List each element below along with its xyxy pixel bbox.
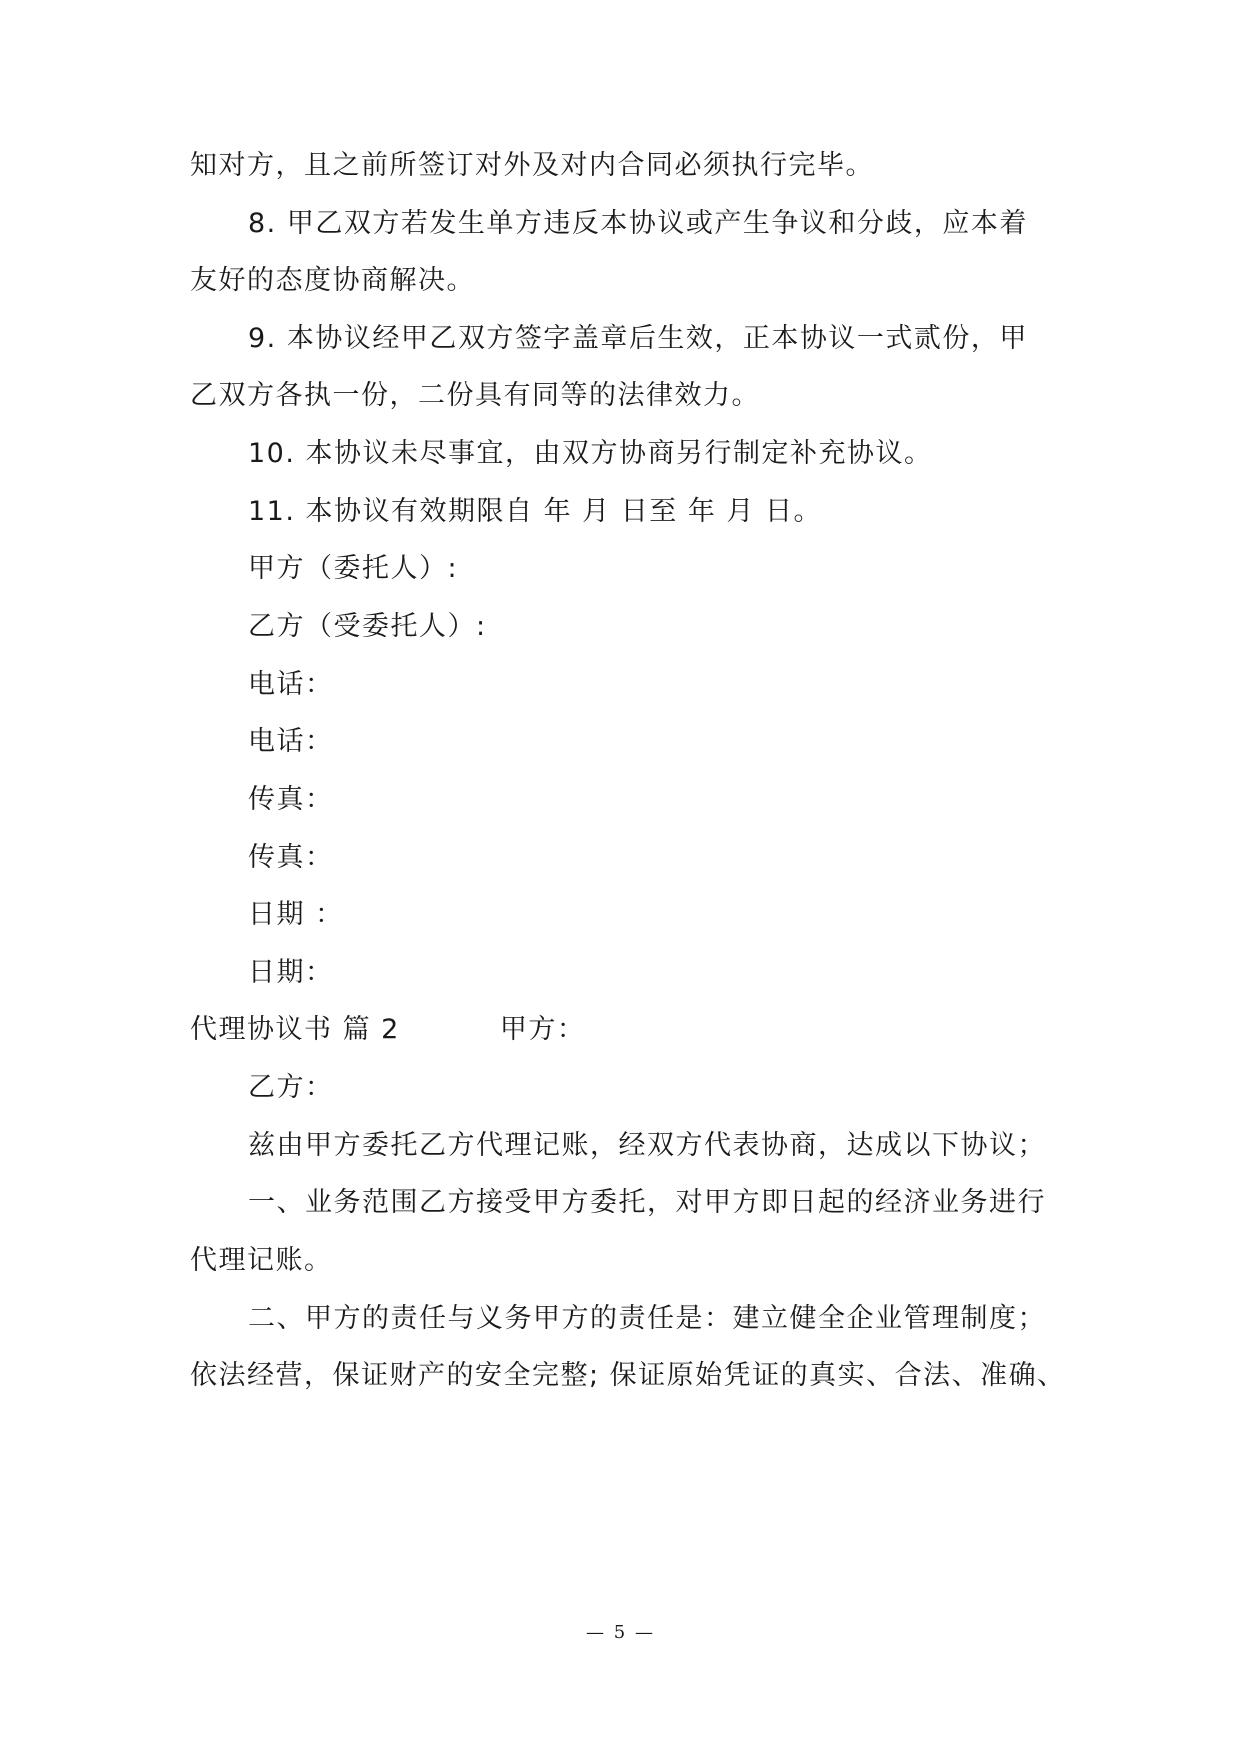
fax-label: 传真： <box>248 842 334 873</box>
paragraph-line: 知对方，且之前所签订对外及对内合同必须执行完毕。 <box>190 150 874 181</box>
clause-10-line: 10. 本协议未尽事宜，由双方协商另行制定补充协议。 <box>248 438 933 469</box>
party-b-label: 乙方： <box>248 1072 334 1103</box>
paragraph-line: 乙双方各执一份，二份具有同等的法律效力。 <box>190 380 760 411</box>
paragraph-line: 兹由甲方委托乙方代理记账，经双方代表协商，达成以下协议； <box>248 1130 1046 1161</box>
date-label: 日期 ： <box>248 899 344 930</box>
paragraph-line: 依法经营，保证财产的安全完整; 保证原始凭证的真实、合法、准确、 <box>190 1360 1066 1391</box>
party-b-label: 乙方（受委托人）: <box>248 611 487 642</box>
paragraph-line: 代理记账。 <box>190 1245 333 1276</box>
section-title: 代理协议书 篇 2 <box>190 1014 400 1045</box>
section-heading <box>190 1012 585 1048</box>
party-a-label: 甲方（委托人）: <box>248 553 459 584</box>
phone-label: 电话： <box>248 726 334 757</box>
paragraph-line: 一、业务范围乙方接受甲方委托，对甲方即日起的经济业务进行 <box>248 1187 1046 1218</box>
paragraph-line: 二、甲方的责任与义务甲方的责任是：建立健全企业管理制度； <box>248 1303 1046 1334</box>
fax-label: 传真： <box>248 784 334 815</box>
clause-11-line: 11. 本协议有效期限自 年 月 日至 年 月 日。 <box>248 496 823 527</box>
date-label: 日期： <box>248 957 334 988</box>
phone-label: 电话： <box>248 669 334 700</box>
page-number: — 5 — <box>586 1622 655 1643</box>
clause-9-line: 9. 本协议经甲乙双方签字盖章后生效，正本协议一式贰份，甲 <box>248 323 1028 354</box>
party-a-label: 甲方： <box>499 1014 586 1045</box>
paragraph-line: 友好的态度协商解决。 <box>190 265 475 296</box>
clause-8-line: 8. 甲乙双方若发生单方违反本协议或产生争议和分歧，应本着 <box>248 208 1028 239</box>
